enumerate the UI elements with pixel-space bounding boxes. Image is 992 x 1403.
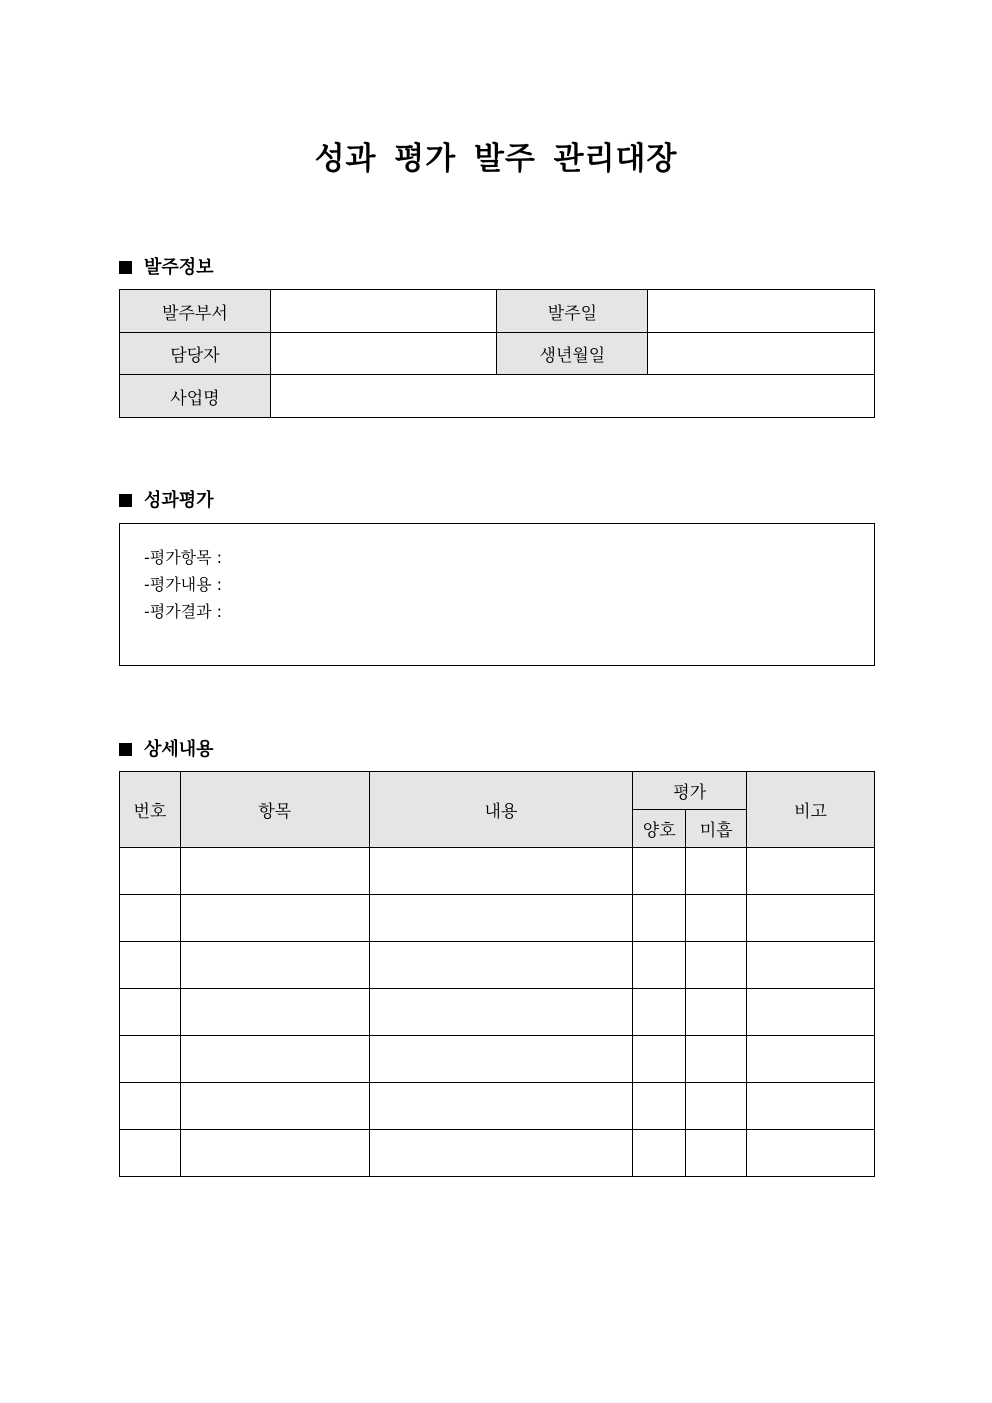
table-row <box>120 1130 875 1177</box>
good-cell[interactable] <box>633 1083 686 1130</box>
item-cell[interactable] <box>180 848 369 895</box>
evaluation-result-line: -평가결과 : <box>144 602 223 621</box>
section-title: 성과평가 <box>144 490 214 511</box>
number-cell[interactable] <box>120 895 181 942</box>
remarks-cell[interactable] <box>747 1130 875 1177</box>
remarks-cell[interactable] <box>747 895 875 942</box>
good-cell[interactable] <box>633 895 686 942</box>
item-cell[interactable] <box>180 1083 369 1130</box>
manager-field[interactable] <box>270 333 497 375</box>
birthdate-field[interactable] <box>648 333 875 375</box>
header-poor: 미흡 <box>686 810 747 848</box>
number-cell[interactable] <box>120 1130 181 1177</box>
table-row <box>120 989 875 1036</box>
evaluation-box[interactable] <box>119 523 875 666</box>
poor-cell[interactable] <box>686 895 747 942</box>
order-info-row <box>120 375 875 418</box>
content-cell[interactable] <box>369 942 633 989</box>
square-bullet-icon <box>119 261 132 274</box>
header-good: 양호 <box>633 810 686 848</box>
header-evaluation: 평가 <box>633 772 747 810</box>
header-number: 번호 <box>120 772 181 848</box>
table-row <box>120 848 875 895</box>
section-heading-details <box>119 735 214 761</box>
good-cell[interactable] <box>633 1036 686 1083</box>
content-cell[interactable] <box>369 1036 633 1083</box>
good-cell[interactable] <box>633 1130 686 1177</box>
poor-cell[interactable] <box>686 989 747 1036</box>
content-cell[interactable] <box>369 1083 633 1130</box>
birthdate-label: 생년월일 <box>497 333 648 375</box>
square-bullet-icon <box>119 494 132 507</box>
remarks-cell[interactable] <box>747 942 875 989</box>
table-row <box>120 1083 875 1130</box>
poor-cell[interactable] <box>686 848 747 895</box>
poor-cell[interactable] <box>686 1036 747 1083</box>
order-date-label: 발주일 <box>497 290 648 333</box>
good-cell[interactable] <box>633 848 686 895</box>
poor-cell[interactable] <box>686 1130 747 1177</box>
section-title: 상세내용 <box>144 739 214 760</box>
evaluation-content-line: -평가내용 : <box>144 575 223 594</box>
table-row <box>120 1036 875 1083</box>
project-label: 사업명 <box>120 375 271 418</box>
remarks-cell[interactable] <box>747 1083 875 1130</box>
poor-cell[interactable] <box>686 942 747 989</box>
good-cell[interactable] <box>633 942 686 989</box>
header-item: 항목 <box>180 772 369 848</box>
details-header-row <box>120 772 875 810</box>
good-cell[interactable] <box>633 989 686 1036</box>
number-cell[interactable] <box>120 942 181 989</box>
order-info-row <box>120 333 875 375</box>
section-title: 발주정보 <box>144 257 214 278</box>
remarks-cell[interactable] <box>747 1036 875 1083</box>
evaluation-items-line: -평가항목 : <box>144 548 223 567</box>
number-cell[interactable] <box>120 989 181 1036</box>
department-field[interactable] <box>270 290 497 333</box>
remarks-cell[interactable] <box>747 989 875 1036</box>
section-heading-evaluation <box>119 486 214 512</box>
order-date-field[interactable] <box>648 290 875 333</box>
project-field[interactable] <box>270 375 874 418</box>
item-cell[interactable] <box>180 1036 369 1083</box>
details-table <box>119 771 875 1177</box>
section-heading-order-info <box>119 253 214 279</box>
item-cell[interactable] <box>180 942 369 989</box>
order-info-table <box>119 289 875 418</box>
manager-label: 담당자 <box>120 333 271 375</box>
item-cell[interactable] <box>180 895 369 942</box>
remarks-cell[interactable] <box>747 848 875 895</box>
content-cell[interactable] <box>369 989 633 1036</box>
item-cell[interactable] <box>180 1130 369 1177</box>
content-cell[interactable] <box>369 895 633 942</box>
square-bullet-icon <box>119 743 132 756</box>
header-content: 내용 <box>369 772 633 848</box>
page-title: 성과 평가 발주 관리대장 <box>314 141 678 177</box>
item-cell[interactable] <box>180 989 369 1036</box>
table-row <box>120 895 875 942</box>
poor-cell[interactable] <box>686 1083 747 1130</box>
content-cell[interactable] <box>369 1130 633 1177</box>
content-cell[interactable] <box>369 848 633 895</box>
number-cell[interactable] <box>120 1036 181 1083</box>
number-cell[interactable] <box>120 1083 181 1130</box>
order-info-row <box>120 290 875 333</box>
number-cell[interactable] <box>120 848 181 895</box>
header-remarks: 비고 <box>747 772 875 848</box>
table-row <box>120 942 875 989</box>
department-label: 발주부서 <box>120 290 271 333</box>
